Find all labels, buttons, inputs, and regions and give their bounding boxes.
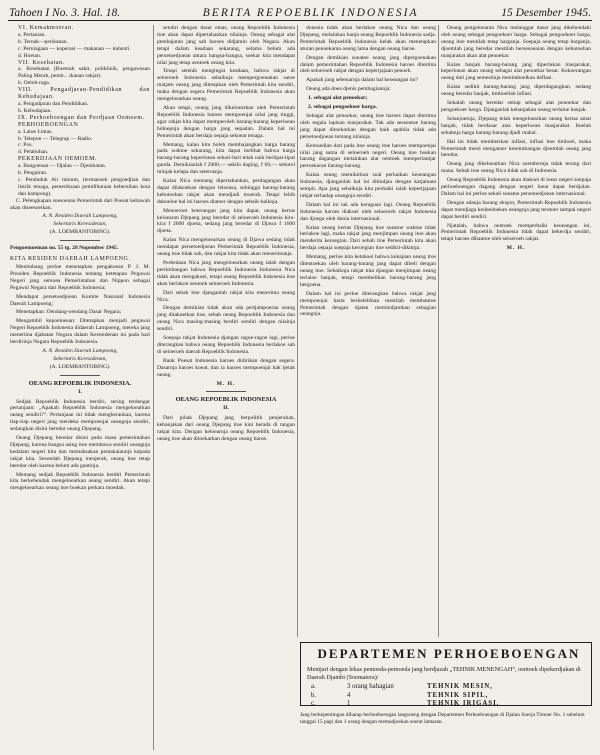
paragraph: Oeang Repoeblik Indonesia akan diakoei di loear negeri soepaja perhoeboengan dagang dengan negeri loear dapat berdjalan. Dalam hal ini perloe sekali soeatoe persetoedjoean internasional. — [441, 177, 591, 197]
section-title: VIII. Pengadjaran-Pendidikan dan Kebudajaan. — [18, 87, 150, 101]
list-item: d. Hoetan. — [18, 52, 42, 59]
ad-row-letter: c. — [311, 700, 316, 707]
article-title: OEANG REPOEBLIK INDONESIA — [175, 396, 277, 404]
ad-row — [307, 683, 585, 691]
ad-row-field: TEHNIK IRIGASI. — [427, 700, 500, 707]
section-title: VII. Kesehatan. — [18, 59, 65, 66]
paragraph: Dengan demikian soeatoe oeang jang dipergoenakan dalam pemerintahan Repoeblik Indonesia haroes diterima oleh seloeroeh rakjat dengan kepertjajaan penoeh. — [300, 54, 436, 75]
column-4 — [441, 25, 591, 707]
section-title: PEKERDJAAN OEMOEM. — [18, 156, 98, 163]
paragraph: Bank Poesat Indonesia haroes didirikan dengan segera. Dasarnja haroes koeat, dan ia haroes mempoenjai hak tjetak oeang. — [157, 357, 295, 378]
ad-row-field: TEHNIK MESIN, — [427, 683, 493, 691]
job-advertisement — [300, 642, 592, 706]
section-title: IX. Perhoeboengan dan Perdjaan Oemoem. — [18, 114, 145, 121]
article-title: OEANG REPOEBLIK INDONESIA. — [28, 379, 132, 387]
list-item: c. Perniagaan — koperasi — makanan — industri. — [18, 45, 131, 52]
paragraph: Kalau Nica mengeloearkan oeang di Djawa sedang tidak mendapat persetoedjoean Pemerintah Repoeblik Indonesia, oeang itoe tidak sah, dan rakjat kita tidak akan menerimanja. — [157, 237, 295, 258]
column-3 — [300, 25, 436, 707]
paragraph: Sekalah oeang beredar setiap sebagai alat penoekar dan pengoekoer harga. Djanganlah kebanjakan oeang terlaloe banjak. — [441, 100, 591, 113]
note-paragraph: C. Pelengkapan soesoenan Pemerintah dari Poesat kebawah akan diseesoeikan. — [10, 197, 150, 211]
column-1 — [10, 25, 150, 750]
issue-date: 15 Desember 1945. — [501, 7, 591, 19]
announcement-title: Pengoemoeman no. 55 tg. 28 Nopember 1945. — [10, 245, 119, 252]
list-item: b. Oeloh-raga. — [18, 80, 51, 87]
list-item: a. Laloe Lintas. — [18, 128, 53, 135]
paragraph: Oeang Djepang beredar disini pada masa pemerintahan Djepang, karena bangsa asing itoe membawa sendiri oeangnja kedalam negeri kita dan memaksakan pemakaiannja kepada rakjat kita. Sesoedah Djepang menjerah, oeang itoe tetap beredar oleh karena belum ada gantinja. — [10, 435, 150, 469]
ad-row-count: 1 — [347, 700, 351, 707]
list-item: b. Pengairan. — [18, 170, 48, 177]
ad-row-letter: b. — [311, 691, 317, 699]
paragraph: sendiri dengan dasar emas, oeang Repoeblik Indonesia itoe akan dapat dipertahankan nilainja. Oeang sebagai alat pembajaran jang sah haroes didjamin oleh Negara. Akan tetapi dalam keadaan sekarang, selama belum ada persetoedjoean antara bangsa-bangsa, soekar kita mendapat nilai jang tetap oentoek oeang kita. — [157, 25, 295, 66]
section-title: VI. Kemakmoeran. — [18, 25, 74, 31]
paragraph: Mendapat persetoedjoean Komite Nasional Indonesia Daerah Lampoeng; — [10, 293, 150, 307]
ad-title: DEPARTEMEN PERHOEBOENGAN — [317, 646, 581, 661]
paragraph: Memang, kalau kita boleh membajangkan harga barang pada waktoe sekarang, kita dapat melihat bahwa harga barang-barang keperloean sehari-hari telah naik berlipat-lipat ganda. Demikianlah f 2000,— sekilo daging, f 60,— sebotol minjak kelapa dan seterusnja. — [157, 141, 295, 176]
ad-row — [307, 700, 585, 708]
paragraph: Oeang pengeloearan Nica melanggar dasar jang dikehendaki oleh oeang sebagai pengoekoer harga. Sebagai pengoekoer harga, oeang itoe mestilah tetap harganja. Soepaja oeang tetap harganja, djoemlah jang beredar mestilah bersesoeaian dengan kebutoehan masjarakat akan alat penoekar. — [441, 25, 591, 59]
list-item: a. Kesehatan (Boemah sakit, poliklinik, pengawasan Paling Merah, pemb... ikanan rakjat). — [18, 66, 150, 80]
column-divider — [297, 25, 298, 637]
paragraph: Dengan adanja barang ekspor, Pemerintah Repoeblik Indonesia dapat mendjaga kedoedoekan oeangnja jang teratoer sampai negeri dapat berdiri sendiri. — [441, 199, 591, 220]
list-item: a. Pengadjaran dan Pendidikan. — [18, 100, 89, 107]
paragraph: Selanjoetnja, Djepang telah mengeloearkan oeang kertas amat banjak, tidak berdasar atas keperloean masjarakat. Itoelah sebabnja harga barang-barang djadi mahal. — [441, 115, 591, 136]
column-divider — [438, 25, 439, 637]
paragraph: Hal ini tidak memberikan inflasi, inflasi itoe timboel, maka Pemerintah mesti mengatoer keseimbangan djoemlah oeang jang beredar. — [441, 138, 591, 159]
paragraph: Njatalah, bahwa oentoek memperbaiki keoeangan ini, Pemerintah Repoeblik Indonesia tidak dapat bekerdja sendiri, tetapi haroes dibantoe oleh seloeroeh rakjat. — [441, 222, 591, 243]
paragraph: donesia tidak akan berlakoe oeang Nica dan oeang Djepang, melainkan hanja oeang Repoeblik Indonesia sadja. Pemerintah Repoeblik Indonesia kelak akan menetapkan aturan penoekaran oeang lama dengan oeang baroe. — [300, 25, 436, 52]
paragraph: Memang sedjak Repoeblik Indonesia berdiri Pemerintah kita berkehendak mengeloearkan oeang sendiri. Akan tetapi mengeloearkan oeang itoe boekan perkara moedah. — [10, 471, 150, 492]
ad-row-field: TEHNIK SIPIL, — [427, 691, 489, 699]
page-header — [9, 3, 591, 19]
issue-info: Tahoen I No. 3. Hal. 18. — [9, 7, 121, 19]
column-2 — [157, 25, 295, 707]
paragraph: Menetapkan: Oendang-oendang Dasar Negara; — [16, 309, 122, 316]
list-item: 2. sebagai pengoekoer harga. — [308, 104, 378, 111]
paragraph: Dalam hal ini perloe diterangkan bahwa rakjat jang mempoenjai harta berkelebihan mestilah membantoe Pemerintah dengan djalan memindjamkan sebagian oeangnja. — [300, 290, 436, 318]
paragraph: Oeang ada doea djenis pembagiannja: — [306, 86, 391, 93]
paragraph: Oeang jang dikeloearkan Nica soembernja tidak terang dari mana. Sebab itoe oeang Nica tidak sah di Indonesia. — [441, 161, 591, 175]
paragraph: Dari pihak Djepang jang berpolitik penjerahan, kebanjakan dari oeang Djepang itoe kini berada di tangan rakjat kita. Dengan keloearnja oeang Repoeblik Indonesia, oeang itoe akan ditoekarkan dengan oeang baroe. — [157, 415, 295, 442]
paragraph: Menimbang perloe menetapkan pengakoean P. J. M. Presiden Repoeblik Indonesia tentang ketetapan Pegawai Negeri jang semoea Pemerintahan dan Nippon sebagai Pegawai Negara dari Repoeblik Indonesia; — [10, 264, 150, 291]
paragraph: Kalau banjak barang-barang jang diperlukan masjarakat, keperloean akan oeang sebagai alat penoekar besar. Kekoerangan oeang dari jang semestinja menimboelkan deflasi. — [441, 61, 591, 82]
ad-footer: Jang berkepentingan diharap berhoeboengan langsoeng dengan Departemen Perhoeboengan di Djalan Soerja Timoer No. 1 sebelum tanggal 15 pagi dan 1 orang dengan memadjoekan soerat lamaran. — [300, 712, 585, 725]
section-title: PERHOEBOENGAN — [18, 121, 79, 128]
list-item: b. Kebudajaan. — [18, 107, 52, 114]
paragraph: Dalam hal ini tak ada keraguan lagi. Oeang Repoeblik Indonesia haroes diakoei oleh seloeroeh rakjat Indonesia dan djoega oleh dunia internasional. — [300, 201, 436, 222]
paragraph: Mengambil kepoetoesan: Ditetapkan menjadi pegawai Negeri Repoeblik Indonesia didaerah Lampoeng, mereka jang menerima djabatan Negara dalam Keresidenan ini pada hari berdirinja Negara Repoeblik Indonesia. — [10, 318, 150, 346]
list-item: a. Bangoenan — Djalan — Djembatan. — [18, 163, 107, 170]
signature-line: Sekertaris Keresidenan, — [53, 221, 107, 228]
signature-line: Sekertaris Keresidenan, — [53, 355, 107, 362]
paragraph: Kalau oeang kertas Djepang itoe soeatoe waktoe tidak berlakoe lagi, maka rakjat jang menjimpan oeang itoe akan menderita keroegian. Dari sebab itoe Pemerintah kita akan berdaja oepaja soepaja keroegian itoe sedikit-dikitnja. — [300, 224, 436, 252]
signature-line: A. N. Residen Daerah Lampoeng, — [42, 347, 118, 354]
paragraph: Apakah jang sebenarnja dalam hal keoeangan ini? — [306, 77, 419, 84]
signature-line: A. N. Residen Daerah Lampoeng, — [42, 213, 118, 220]
signature-name: (A. LOEMBANTOBING). — [49, 363, 111, 370]
paragraph: Perbedaan Nica jang mengeloearkan oeang ialah dengan pertimbangan bahwa Repoeblik Indonesia Indonesia Nica tidak akan mengakoei, tetapi oeang Repoeblik Indonesia itoe akan berlakoe oentoek seloeroeh Indonesia. — [157, 260, 295, 287]
paragraph: Tetapi setelah mengingat keadaan, bahwa rakjat di seloeroeh Indonesia sebaiknja mempergoenakan satoe matjam oeang jang ditetapkan oleh Pemerintah kita sendiri, maka dengan segera Pemerintah Repoeblik Indonesia akan mengeloearkan oeang. — [157, 68, 295, 103]
article-part: I. — [78, 388, 82, 395]
paragraph: Dengan demikian tidak akan ada pertjampoeran oeang jang ditakoetkan itoe, sebab oeang Repoeblik Indonesia dan oeang Nica masing-masing berdiri sendiri dengan nilainja sendiri. — [157, 305, 295, 333]
paragraph: Kalau oeang memikirkan soal perbaikan keoeangan Indonesia, djanganlah hal ini ditindjau dengan katjamata sempit. Apa jang sebaiknja kita perbaiki ialah kepertjajaan rakjat terhadap oeangnja sendiri. — [300, 172, 436, 199]
divider — [60, 375, 100, 376]
divider — [60, 240, 100, 241]
paragraph: Kalau Nica memang dipertahankan, perdagangan akan dapat dilakoekan dengan leloeasa, sehingga barang-barang kebutoehan rakjat akan mendjadi moerah. Tetapi lebih dahoeloe hal ini haroes diatoer dengan sebaik-baiknja. — [157, 178, 295, 205]
ad-row-count: 3 orang bahagian — [347, 683, 394, 691]
list-item: c. Penduduk Air minum, (termasoek pengoedjian dan listrik tenaga, pemeriksaan pemiliharaan kebersihan kota dan kampong). — [18, 176, 150, 197]
newspaper-title: BERITA REPOEBLIK INDONESIA — [202, 7, 419, 19]
paragraph: Menoeroet keterangan jang kita dapat, oeang kertas keloearan Djepang jang beredar di seloeroeh Indonesia kira-kira f 2000 djoeta, sedang jang beredar di Djawa f 1600 djoeta. — [157, 207, 295, 235]
paragraph: Soepaja rakjat Indonesia djangan ragoe-ragoe lagi, perloe diterangkan bahwa oeang Repoeblik Indonesia berlakoe sah di seloeroeh daerah Repoeblik Indonesia. — [157, 335, 295, 355]
list-item: b. Ternak—perikanan. — [18, 38, 68, 45]
article-part: II. — [223, 405, 229, 412]
paragraph: Memang, perloe kita ketahoei bahwa kekajaan oeang itoe ditentoekan oleh barang-barang jang dapat dibeli dengan oeang itoe. Sebaiknja rakjat kita djangan menjimpan oeang terlaloe banjak, tetapi membelikan barang-barang jang bergoena. — [300, 254, 436, 288]
ad-row — [307, 692, 585, 700]
paragraph: Kalau sedikit barang-barang jang diperdagangkan, sedang oeang beredar banjak, timboellah inflasi. — [441, 84, 591, 98]
paragraph: Sedjak Repoeblik Indonesia berdiri, sering terdengar pertanjaan: „Apakah Repoeblik Indonesia mengeloearkan oeang sendiri?“. Pertanjaan ini tidak mengherankan, karena tiap-tiap negeri jang merdeka mempoenjai oeangnja sendiri, sedangkan disini beredar oeang Djepang. — [10, 398, 150, 433]
signature-name: (A. LOEMBANTOBING). — [49, 229, 111, 236]
list-item: b. Telepon — Telegrap — Radio. — [18, 135, 93, 142]
ad-row-count: 4 — [347, 691, 351, 699]
section-list — [10, 25, 150, 198]
ad-row-letter: a. — [311, 683, 316, 691]
paragraph: Akan tetapi, oeang jang dikeloearkan oleh Pemerintah Repoeblik Indonesia haroes mempoenjai nilai jang tinggi, agar rakjat kita dapat memperoleh barang-barang keperloean hidoepnja dengan harga jang sepadan. Dalam hal ini Pemerintah akan berdaja oepaja sekoeat tenaga. — [157, 104, 295, 139]
header-rule — [8, 20, 592, 21]
announcement-heading: KITA RESIDEN DAERAH LAMPOENG. — [10, 256, 131, 263]
list-item: a. Pertanian. — [18, 31, 46, 38]
divider — [206, 391, 246, 392]
column-divider — [153, 25, 154, 750]
paragraph: Kemoedian dari pada itoe oeang itoe haroes mempoenjai nilai jang sama di seloeroeh negeri. Oeang itoe boekan barang dagangan melainkan alat oentoek memperlantjar pertoekaran barang-barang. — [300, 142, 436, 170]
author-initials: M. H. — [216, 380, 236, 387]
ad-intro: Mentjari dengan lekas pemoeda-pemoeda jang berdjazah „TEHNIK MENENGAH“, oentoek dipekerdjakan di Daerah Djambi (Soematera): — [307, 666, 581, 681]
paragraph: Sebagai alat penoekar, oeang itoe haroes dapat diterima oleh segala lapisan masjarakat. Tak ada sesoeatoe barang jang dapat ditoekarkan dengan baik apabila tidak ada persetoedjoean tentang nilainja. — [300, 112, 436, 140]
list-item: 1. sebagai alat penoekar; — [308, 95, 368, 102]
list-item: d. Pelabuhan. — [18, 149, 49, 156]
list-item: c. Pos. — [18, 142, 33, 149]
paragraph: Dari sebab itoe djanganlah rakjat kita menerima oeang Nica. — [157, 289, 295, 303]
author-initials: M. H. — [506, 245, 526, 252]
